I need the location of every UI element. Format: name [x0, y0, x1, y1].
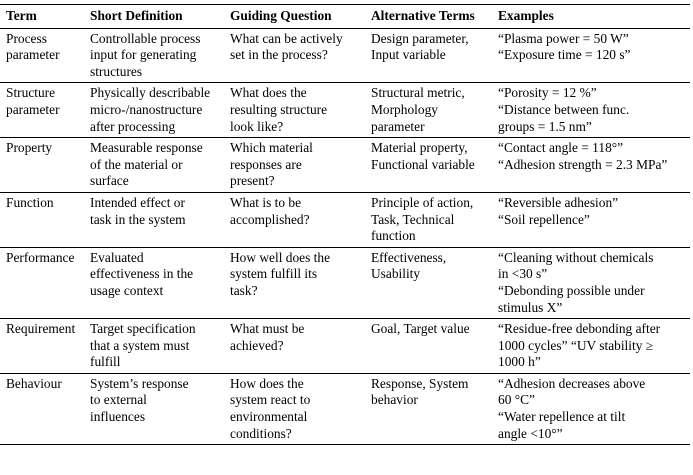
term-cell: Performance [0, 247, 84, 318]
header-examples: Examples [492, 5, 690, 29]
header-short-definition: Short Definition [84, 5, 224, 29]
table-row [0, 192, 690, 247]
examples-cell: “Plasma power = 50 W” “Exposure time = 120 s” [492, 28, 690, 83]
definition-cell: Intended effect or task in the system [84, 192, 224, 247]
question-cell: What must be achieved? [224, 319, 365, 374]
alternatives-cell: Effectiveness, Usability [365, 247, 492, 318]
table-row [0, 28, 690, 83]
term-cell: Requirement [0, 319, 84, 374]
header-alternative-terms: Alternative Terms [365, 5, 492, 29]
term-cell: Process parameter [0, 28, 84, 83]
alternatives-cell: Design parameter, Input variable [365, 28, 492, 83]
alternatives-cell: Structural metric, Morphology parameter [365, 83, 492, 138]
table-row [0, 83, 690, 138]
question-cell: What does the resulting structure look like? [224, 83, 365, 138]
definition-cell: Target specification that a system must fulfill [84, 319, 224, 374]
term-cell: Structure parameter [0, 83, 84, 138]
definition-cell: Physically describable micro-/nanostructure after processing [84, 83, 224, 138]
table-row [0, 138, 690, 193]
terminology-table [0, 4, 690, 445]
examples-cell: “Cleaning without chemicals in <30 s” “Debonding possible under stimulus X” [492, 247, 690, 318]
table-row [0, 247, 690, 318]
alternatives-cell: Material property, Functional variable [365, 138, 492, 193]
question-cell: How does the system react to environmental conditions? [224, 373, 365, 444]
question-cell: How well does the system fulfill its task? [224, 247, 365, 318]
table-row [0, 373, 690, 444]
term-cell: Function [0, 192, 84, 247]
header-row [0, 5, 690, 29]
examples-cell: “Porosity = 12 %” “Distance between func. groups = 1.5 nm” [492, 83, 690, 138]
definition-cell: System’s response to external influences [84, 373, 224, 444]
examples-cell: “Reversible adhesion” “Soil repellence” [492, 192, 690, 247]
term-cell: Property [0, 138, 84, 193]
alternatives-cell: Response, System behavior [365, 373, 492, 444]
term-cell: Behaviour [0, 373, 84, 444]
question-cell: What is to be accomplished? [224, 192, 365, 247]
question-cell: Which material responses are present? [224, 138, 365, 193]
definition-cell: Measurable response of the material or surface [84, 138, 224, 193]
header-guiding-question: Guiding Question [224, 5, 365, 29]
alternatives-cell: Goal, Target value [365, 319, 492, 374]
header-term: Term [0, 5, 84, 29]
examples-cell: “Residue-free debonding after 1000 cycles” “UV stability ≥ 1000 h” [492, 319, 690, 374]
table-row [0, 319, 690, 374]
examples-cell: “Adhesion decreases above 60 °C” “Water repellence at tilt angle <10°” [492, 373, 690, 444]
definition-cell: Controllable process input for generating structures [84, 28, 224, 83]
question-cell: What can be actively set in the process? [224, 28, 365, 83]
alternatives-cell: Principle of action, Task, Technical function [365, 192, 492, 247]
examples-cell: “Contact angle = 118°” “Adhesion strength = 2.3 MPa” [492, 138, 690, 193]
definition-cell: Evaluated effectiveness in the usage context [84, 247, 224, 318]
